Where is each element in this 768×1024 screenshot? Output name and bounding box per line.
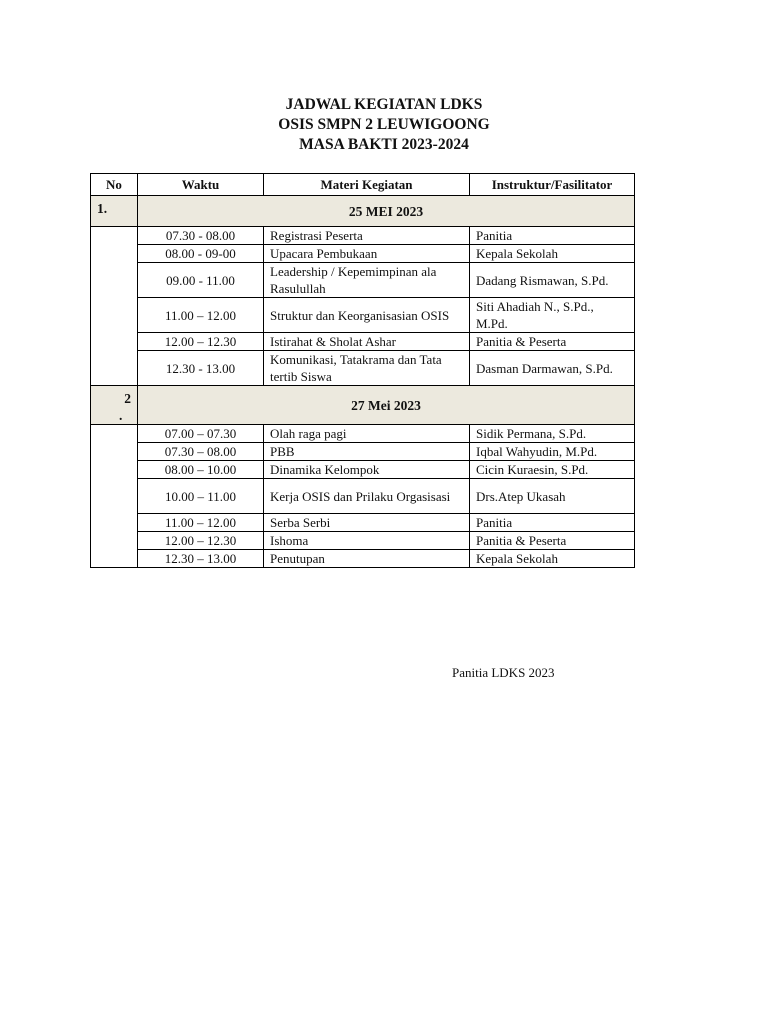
- topic-cell: Kerja OSIS dan Prilaku Orgasisasi: [264, 479, 470, 514]
- table-row: [91, 514, 635, 532]
- topic-cell: Dinamika Kelompok: [264, 461, 470, 479]
- header-time: Waktu: [138, 174, 264, 196]
- day-date: 25 MEI 2023: [138, 196, 635, 227]
- header-topic: Materi Kegiatan: [264, 174, 470, 196]
- topic-cell: Penutupan: [264, 550, 470, 568]
- table-row: [91, 532, 635, 550]
- table-row: [91, 550, 635, 568]
- empty-no-cell: [91, 425, 138, 568]
- time-cell: 09.00 - 11.00: [138, 263, 264, 298]
- time-cell: 07.30 – 08.00: [138, 443, 264, 461]
- topic-cell: Registrasi Peserta: [264, 227, 470, 245]
- schedule-table: [90, 173, 635, 568]
- day-number: [91, 386, 138, 425]
- table-row: [91, 298, 635, 333]
- title-line-3: MASA BAKTI 2023-2024: [299, 136, 469, 153]
- time-cell: 11.00 – 12.00: [138, 514, 264, 532]
- topic-cell: Ishoma: [264, 532, 470, 550]
- table-row: [91, 425, 635, 443]
- instructor-cell: Kepala Sekolah: [470, 245, 635, 263]
- table-row: [91, 461, 635, 479]
- time-cell: 08.00 - 09-00: [138, 245, 264, 263]
- time-cell: 10.00 – 11.00: [138, 479, 264, 514]
- time-cell: 07.30 - 08.00: [138, 227, 264, 245]
- time-cell: 12.00 – 12.30: [138, 333, 264, 351]
- time-cell: 11.00 – 12.00: [138, 298, 264, 333]
- day-number: 1.: [91, 196, 138, 227]
- instructor-cell: Siti Ahadiah N., S.Pd., M.Pd.: [470, 298, 635, 333]
- instructor-cell: Dasman Darmawan, S.Pd.: [470, 351, 635, 386]
- instructor-cell: Panitia: [470, 514, 635, 532]
- instructor-cell: Sidik Permana, S.Pd.: [470, 425, 635, 443]
- instructor-cell: Cicin Kuraesin, S.Pd.: [470, 461, 635, 479]
- title-line-1: JADWAL KEGIATAN LDKS: [285, 96, 483, 113]
- header-no: No: [91, 174, 138, 196]
- instructor-cell: Panitia & Peserta: [470, 532, 635, 550]
- topic-cell: Struktur dan Keorganisasian OSIS: [264, 298, 470, 333]
- table-header-row: [91, 174, 635, 196]
- title-line-2: OSIS SMPN 2 LEUWIGOONG: [278, 116, 490, 133]
- instructor-cell: Drs.Atep Ukasah: [470, 479, 635, 514]
- topic-cell: Upacara Pembukaan: [264, 245, 470, 263]
- topic-cell: Istirahat & Sholat Ashar: [264, 333, 470, 351]
- day-number-digit: 2: [124, 391, 131, 406]
- topic-cell: PBB: [264, 443, 470, 461]
- table-row: [91, 245, 635, 263]
- instructor-cell: Panitia: [470, 227, 635, 245]
- instructor-cell: Iqbal Wahyudin, M.Pd.: [470, 443, 635, 461]
- time-cell: 12.00 – 12.30: [138, 532, 264, 550]
- topic-cell: Komunikasi, Tatakrama dan Tata tertib Siswa: [264, 351, 470, 386]
- table-row: [91, 333, 635, 351]
- document-title: [0, 95, 768, 155]
- table-row: [91, 227, 635, 245]
- instructor-cell: Kepala Sekolah: [470, 550, 635, 568]
- day-header-row: [91, 196, 635, 227]
- signature-text: Panitia LDKS 2023: [452, 665, 555, 680]
- time-cell: 12.30 – 13.00: [138, 550, 264, 568]
- day-date: 27 Mei 2023: [138, 386, 635, 425]
- time-cell: 07.00 – 07.30: [138, 425, 264, 443]
- instructor-cell: Dadang Rismawan, S.Pd.: [470, 263, 635, 298]
- instructor-cell: Panitia & Peserta: [470, 333, 635, 351]
- topic-cell: Olah raga pagi: [264, 425, 470, 443]
- table-row: [91, 479, 635, 514]
- topic-cell: Serba Serbi: [264, 514, 470, 532]
- day-number-dot: .: [119, 408, 123, 423]
- table-row: [91, 351, 635, 386]
- table-row: [91, 263, 635, 298]
- header-instructor: Instruktur/Fasilitator: [470, 174, 635, 196]
- empty-no-cell: [91, 227, 138, 386]
- day-header-row: [91, 386, 635, 425]
- topic-cell: Leadership / Kepemimpinan ala Rasulullah: [264, 263, 470, 298]
- table-row: [91, 443, 635, 461]
- time-cell: 12.30 - 13.00: [138, 351, 264, 386]
- time-cell: 08.00 – 10.00: [138, 461, 264, 479]
